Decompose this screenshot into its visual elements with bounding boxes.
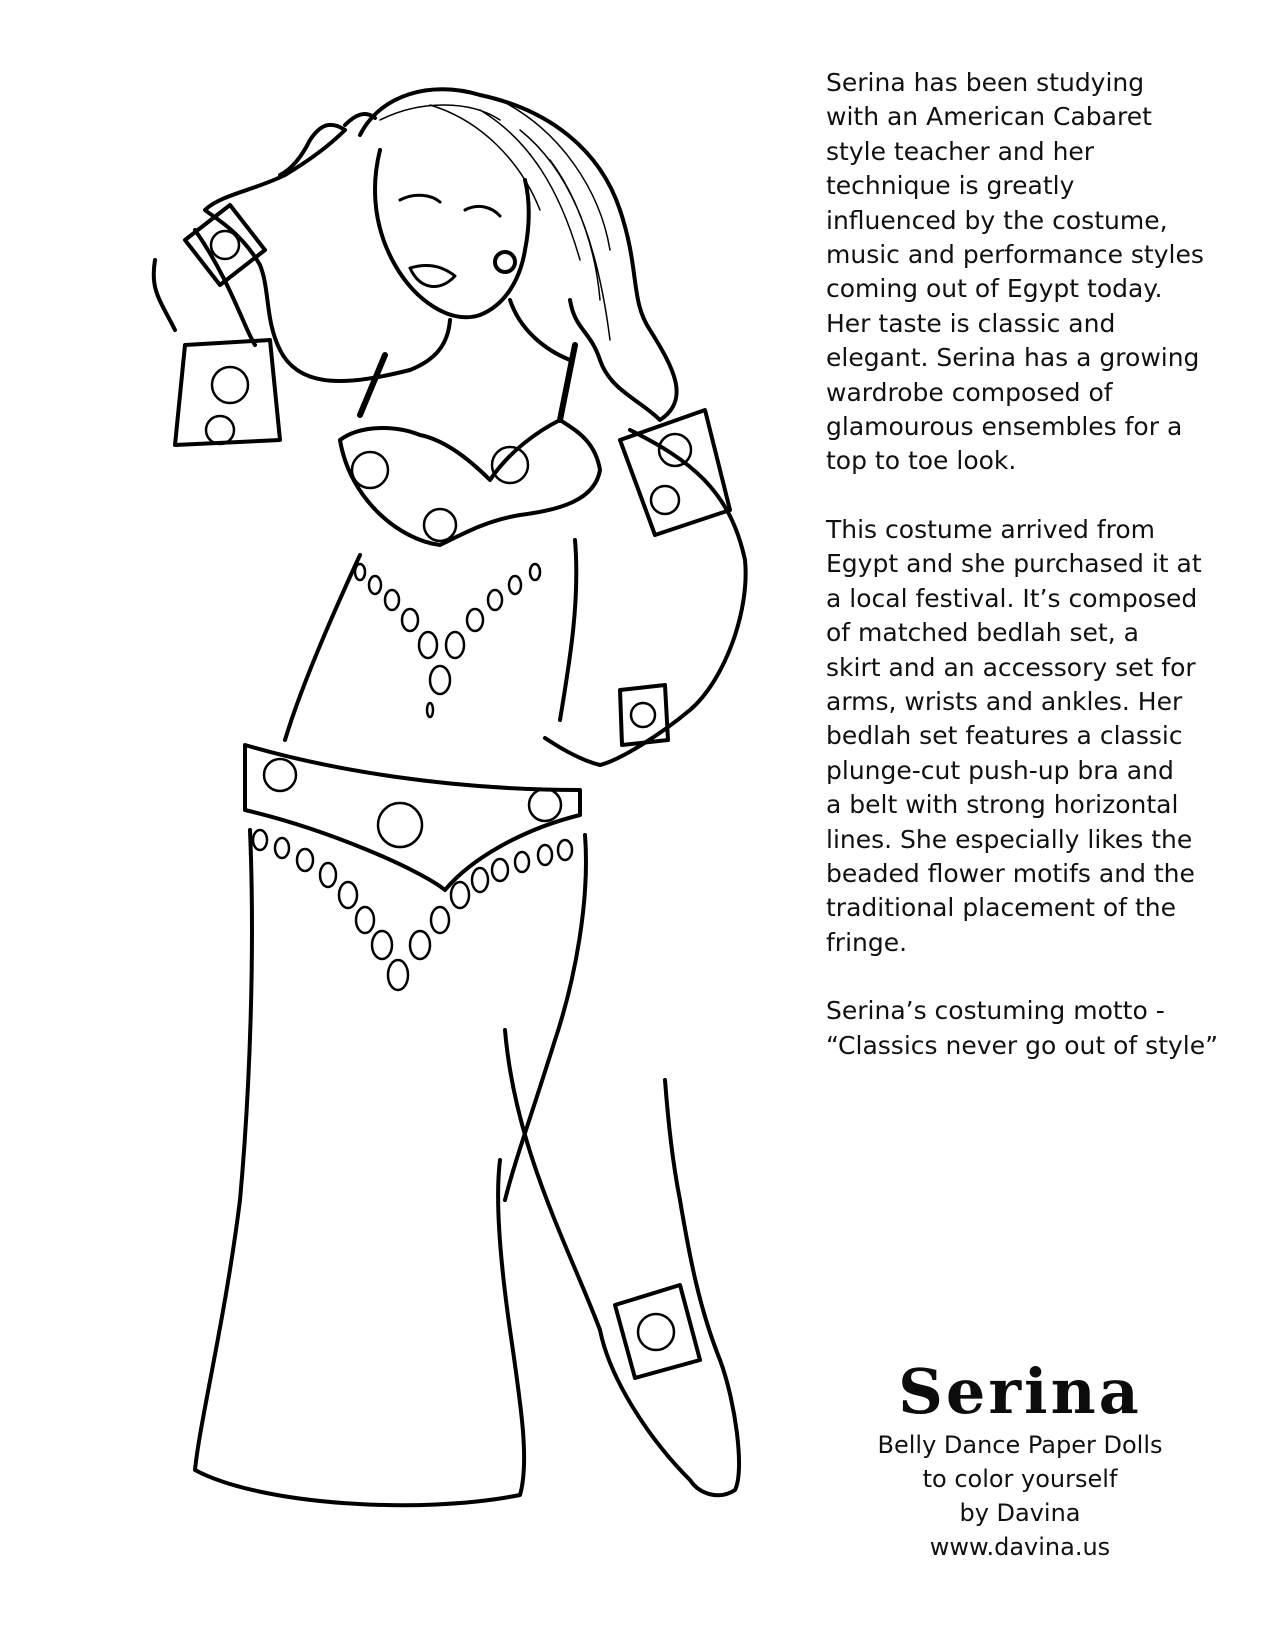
text-line: fringe. bbox=[826, 927, 908, 957]
text-line: “Classics never go out of style” bbox=[826, 1030, 1219, 1060]
description-paragraph-2 bbox=[826, 513, 1226, 960]
text-line: beaded flower motifs and the bbox=[826, 858, 1195, 888]
text-line: influenced by the costume, bbox=[826, 205, 1168, 235]
text-line: Serina has been studying bbox=[826, 68, 1145, 97]
text-line: technique is greatly bbox=[826, 171, 1075, 201]
earring bbox=[495, 252, 515, 272]
costuming-motto bbox=[826, 994, 1226, 1063]
bra bbox=[340, 420, 600, 545]
text-line: Her taste is classic and bbox=[826, 308, 1116, 338]
left-wrist-cuff bbox=[185, 205, 265, 285]
text-line: a belt with strong horizontal bbox=[826, 790, 1179, 820]
text-line: top to toe look. bbox=[826, 446, 1017, 476]
text-line: style teacher and her bbox=[826, 136, 1095, 166]
text-line: plunge-cut push-up bra and bbox=[826, 755, 1174, 785]
text-line: music and performance styles bbox=[826, 240, 1204, 270]
bra-fringe bbox=[355, 564, 540, 717]
text-line: glamourous ensembles for a bbox=[826, 412, 1183, 442]
right-wrist-cuff bbox=[620, 685, 668, 745]
website-url: www.davina.us bbox=[929, 1533, 1111, 1561]
text-line: with an American Cabaret bbox=[826, 102, 1152, 132]
face bbox=[375, 150, 529, 317]
belt-fringe bbox=[253, 830, 572, 990]
torso bbox=[285, 540, 576, 740]
text-line: elegant. Serina has a growing bbox=[826, 343, 1200, 373]
text-line: wardrobe composed of bbox=[826, 377, 1113, 407]
series-subtitle: to color yourself bbox=[922, 1465, 1118, 1493]
description-text bbox=[826, 66, 1226, 1097]
right-armband bbox=[620, 410, 730, 535]
text-line: Serina’s costuming motto - bbox=[826, 996, 1165, 1026]
text-line: skirt and an accessory set for bbox=[826, 652, 1196, 682]
ankle-cuff bbox=[615, 1285, 700, 1378]
left-armband bbox=[175, 340, 280, 445]
text-line: coming out of Egypt today. bbox=[826, 274, 1163, 304]
text-line: of matched bedlah set, a bbox=[826, 618, 1139, 648]
author-credit: by Davina bbox=[959, 1499, 1081, 1527]
series-title: Belly Dance Paper Dolls bbox=[877, 1431, 1163, 1459]
text-line: a local festival. It’s composed bbox=[826, 583, 1198, 613]
doll-name-title: Serina bbox=[898, 1355, 1142, 1428]
title-block bbox=[840, 1356, 1200, 1564]
text-line: arms, wrists and ankles. Her bbox=[826, 686, 1183, 716]
text-line: traditional placement of the bbox=[826, 893, 1176, 923]
description-paragraph-1 bbox=[826, 66, 1226, 479]
text-line: This costume arrived from bbox=[826, 514, 1155, 544]
hip-belt bbox=[245, 745, 580, 890]
text-line: bedlah set features a classic bbox=[826, 721, 1183, 751]
text-line: Egypt and she purchased it at bbox=[826, 549, 1202, 579]
text-line: lines. She especially likes the bbox=[826, 824, 1193, 854]
